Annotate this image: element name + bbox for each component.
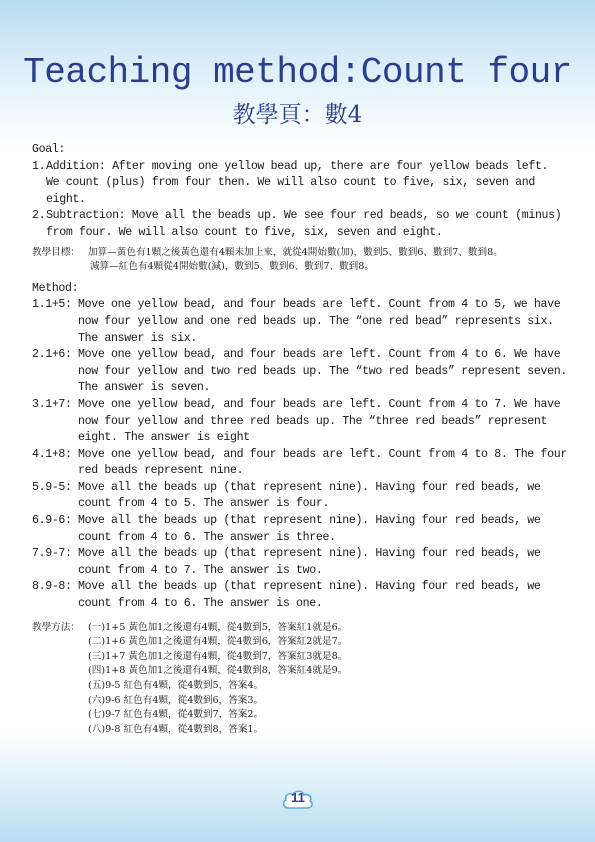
cn-method-item: (六)9-6 紅色有4顆，從4數到6，答案3。 (88, 694, 264, 706)
method-item-text: Move all the beads up (that represent nine). Having four red beads, we count from 4 to 5. The answer is four. (78, 480, 541, 511)
method-item (32, 297, 567, 347)
method-item-text: Move one yellow bead, and four beads are left. Count from 4 to 6. We have now four yellow and two red beads up. The “two red beads” represent seven. The answer is seven. (78, 348, 567, 395)
method-item (32, 447, 567, 480)
cn-goal-block (32, 246, 567, 275)
method-heading: Method: (32, 281, 79, 295)
page-number-badge (280, 787, 316, 811)
cn-method-item: (八)9-8 紅色有4顆，從4數到8，答案1。 (88, 723, 264, 735)
method-item (32, 579, 567, 612)
cn-method-line (32, 621, 567, 636)
method-item-number: 1.1+5: (32, 298, 72, 312)
method-item-text: Move one yellow bead, and four beads are left. Count from 4 to 5, we have now four yellow and one red beads up. The “one red bead” represents six. The answer is six. (78, 298, 561, 345)
method-item-number: 7.9-7: (32, 547, 72, 561)
method-item-text: Move all the beads up (that represent nine). Having four red beads, we count from 4 to 7. The answer is two. (78, 547, 541, 577)
method-item-number: 4.1+8: (32, 447, 72, 461)
cn-goal-addition: 加算—黃色有1顆之後黃色還有4顆未加上來，就從4開始數(加)，數到5、數到6、數到7、數到8。 (88, 246, 503, 258)
method-item (32, 513, 567, 546)
cn-goal-label: 教學目標： (32, 246, 80, 258)
method-item (32, 397, 567, 447)
method-item-number: 6.9-6: (32, 514, 72, 528)
cn-method-item: (一)1+5 黃色加1之後還有4顆，從4數到5，答案紅1就是6。 (88, 621, 348, 633)
cn-method-item: (七)9-7 紅色有4顆，從4數到7，答案2。 (88, 709, 264, 721)
page-subtitle: 教學頁：數4 (232, 102, 363, 128)
goal-item-number: 2. (32, 209, 46, 223)
goal-item (32, 208, 567, 241)
goal-item-text: Addition: After moving one yellow bead up, there are four yellow beads left. We count (plus) from four then. We will also count to five, six, seven and eight. (46, 159, 549, 206)
method-item-number: 2.1+6: (32, 348, 72, 362)
cn-method-label: 教學方法： (32, 621, 80, 633)
method-item (32, 347, 567, 397)
goal-item-number: 1. (32, 159, 46, 173)
page-number: 11 (291, 790, 305, 805)
method-item-text: Move one yellow bead, and four beads are left. Count from 4 to 7. We have now four yellow and three red beads up. The “three red beads” represent eight. The answer is eight (78, 397, 561, 445)
goal-item-text: Subtraction: Move all the beads up. We see four red beads, so we count (minus) from four. We will also count to five, six, seven and eight. (46, 209, 562, 239)
page-title: Teaching method:Count four (23, 52, 572, 93)
method-item-text: Move all the beads up (that represent nine). Having four red beads, we count from 4 to 6. The answer is three. (78, 514, 541, 544)
method-item-text: Move all the beads up (that represent nine). Having four red beads, we count from 4 to 6. The answer is one. (78, 580, 541, 611)
cn-method-item: (四)1+8 黃色加1之後還有4顆，從4數到8，答案紅4就是9。 (88, 665, 348, 677)
method-item (32, 480, 567, 513)
cn-method-item: (五)9-5 紅色有4顆，從4數到5，答案4。 (88, 680, 264, 691)
cn-goal-subtraction: 減算—紅色有4顆從4開始數(減)，數到5、數到6、數到7、數到8。 (90, 261, 374, 273)
cn-goal-line (32, 246, 567, 261)
goal-heading: Goal: (32, 143, 66, 156)
cn-method-item: (三)1+7 黃色加1之後還有4顆，從4數到7，答案紅3就是8。 (88, 650, 348, 662)
method-item (32, 546, 567, 579)
goal-item (32, 159, 567, 209)
page-content (32, 142, 567, 737)
cn-method-item: (二)1+6 黃色加1之後還有4顆，從4數到6，答案紅2就是7。 (88, 636, 348, 648)
method-item-text: Move one yellow bead, and four beads are left. Count from 4 to 8. The four red beads represent nine. (78, 447, 567, 478)
method-item-number: 3.1+7: (32, 397, 72, 411)
method-item-number: 5.9-5: (32, 480, 72, 494)
method-item-number: 8.9-8: (32, 580, 72, 594)
cn-method-block (32, 621, 567, 738)
